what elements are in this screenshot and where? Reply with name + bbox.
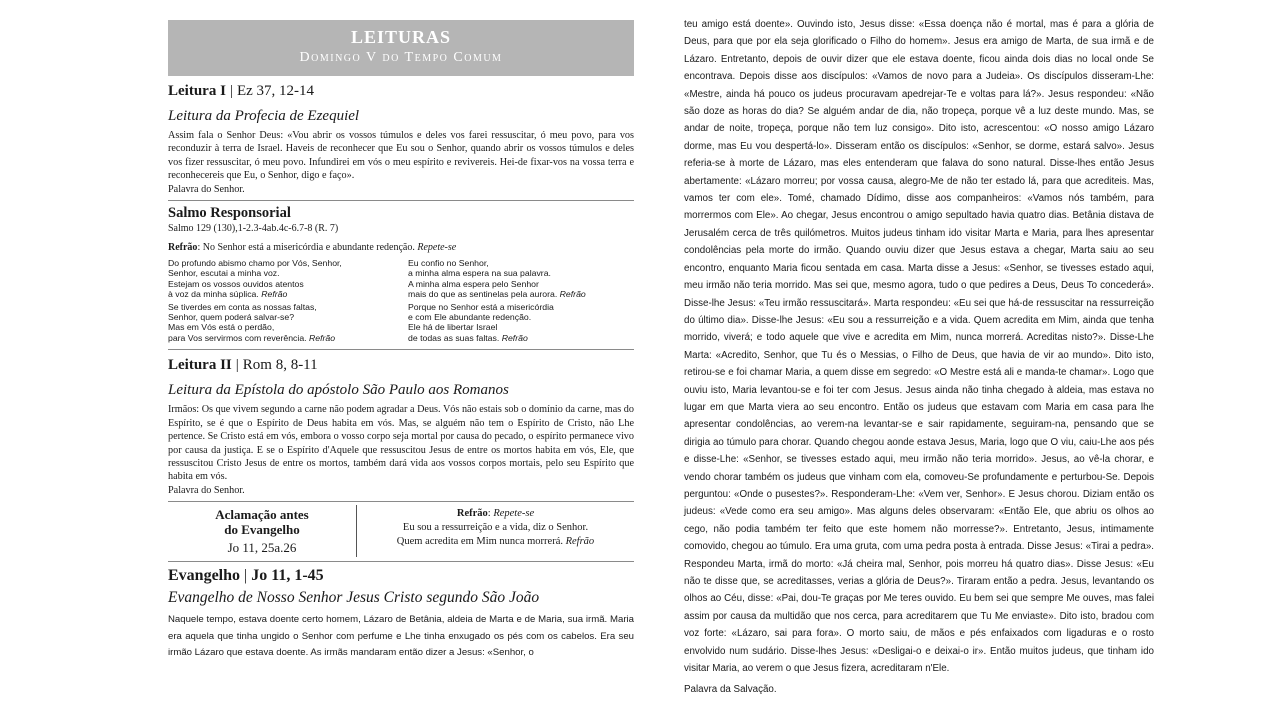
acclamation-line-1: Eu sou a ressurreição e a vida, diz o Senhor. (402, 522, 589, 534)
acclamation-line-2-with-refrain (357, 535, 634, 549)
psalm-refrain-text: : No Senhor está a misericórdia e abundante redenção. (197, 242, 415, 254)
reading1-label: Leitura I (168, 83, 226, 99)
refrain-marker: Refrão (309, 332, 336, 343)
gospel-heading: Evangelho | Jo 11, 1-45 (168, 567, 324, 585)
divider (168, 561, 634, 562)
psalm-stanzas (168, 258, 634, 345)
psalm-stanza (168, 302, 394, 344)
reading2-label: Leitura II (168, 357, 232, 374)
psalm-line: Senhor, escutai a minha voz. (168, 268, 280, 279)
reading1-subtitle: Leitura da Profecia de Ezequiel (168, 108, 360, 124)
psalm-line: para Vos servirmos com reverência. (168, 332, 307, 343)
gospel-ref: Jo 11, 1-45 (251, 567, 324, 585)
psalm-line-with-refrain (168, 333, 394, 343)
psalm-stanza (168, 258, 394, 300)
psalm-ref: Salmo 129 (130),1-2.3-4ab.4c-6.7-8 (R. 7) (168, 223, 339, 235)
psalm-line: a minha alma espera na sua palavra. (408, 268, 551, 279)
psalm-line-with-refrain (408, 289, 634, 299)
psalm-refrain-label: Refrão (168, 242, 198, 254)
refrain-marker: Refrão (559, 289, 586, 300)
acclamation-repeat: Repete-se (493, 508, 535, 520)
acclamation-line-2: Quem acredita em Mim nunca morrerá. (396, 536, 563, 548)
psalm-stanza (408, 302, 634, 344)
acclamation-title-1: Aclamação antes (215, 507, 309, 523)
reading2-text: Irmãos: Os que vivem segundo a carne não podem agradar a Deus. Vós não estais sob o domínio da carne, mas do Espírito, se é que o Espírito de Deus habita em vós. Mas, se alguém não tem o Espírito de Cristo, não Lhe pertence. Se Cristo está em vós, embora o vosso corpo seja mortal por causa do pecado, o espírito permanece vivo por causa da justiça. E se o Espírito d'Aquele que ressuscitou Jesus de entre os mortos habita em vós, Ele, que ressuscitou Cristo Jesus de entre os mortos, também dará vida aos vossos corpos mortais, pelo seu Espírito que habita em vós. (168, 404, 634, 483)
reading1-closing: Palavra do Senhor. (168, 183, 245, 195)
psalm-line: de todas as suas faltas. (408, 332, 500, 343)
gospel-closing: Palavra da Salvação. (684, 684, 777, 696)
psalm-line: Mas em Vós está o perdão, (168, 322, 275, 333)
psalm-line-with-refrain (168, 289, 394, 299)
divider (168, 349, 634, 350)
psalm-line: Se tiverdes em conta as nossas faltas, (168, 301, 317, 312)
reading2-ref: Rom 8, 8-11 (242, 357, 318, 374)
header-subtitle: Domingo V do Tempo Comum (299, 50, 503, 65)
reading2-heading: Leitura II | Rom 8, 8-11 (168, 357, 318, 374)
acclamation-refrain: Refrão: Repete-se (456, 508, 535, 520)
refrain-marker: Refrão (261, 289, 288, 300)
psalm-line: mais do que as sentinelas pela aurora. (408, 289, 558, 300)
acclamation-title-block (168, 505, 357, 557)
gospel-text-left: Naquele tempo, estava doente certo homem, Lázaro de Betânia, aldeia de Marta e de Maria, sua irmã. Maria era aquela que tinha ungido o Senhor com perfume e Lhe tinha enxugado os pés com os cabelos. Era seu irmão Lázaro que estava doente. As irmãs mandaram então dizer a Jesus: «Senhor, o (168, 614, 634, 659)
reading2-closing: Palavra do Senhor. (168, 484, 245, 496)
gospel-label: Evangelho (168, 567, 241, 585)
psalm-column-1 (168, 258, 394, 345)
right-column (684, 16, 1154, 699)
acclamation-title-2: do Evangelho (224, 522, 300, 538)
psalm-line: à voz da minha súplica. (168, 289, 259, 300)
psalm-line: Do profundo abismo chamo por Vós, Senhor, (168, 258, 342, 269)
reading1-text: Assim fala o Senhor Deus: «Vou abrir os vossos túmulos e deles vos farei ressuscitar, ó meu povo, para vos reconduzir à terra de Israel. Haveis de reconhecer que Eu sou o Senhor, quando abrir os vossos túmulos e deles vos fizer ressuscitar, ó meu povo. Infundirei em vós o meu espírito e revivereis. Hei-de fixar-vos na vossa terra e reconhecereis que Eu, o Senhor, digo e faço». (168, 130, 634, 182)
acclamation-refrain-label: Refrão (456, 508, 488, 520)
acclamation-block (168, 505, 634, 557)
gospel-subtitle: Evangelho de Nosso Senhor Jesus Cristo segundo São João (168, 589, 540, 607)
divider (168, 200, 634, 201)
readings-header (168, 20, 634, 76)
refrain-marker: Refrão (565, 536, 595, 548)
left-column (168, 20, 634, 662)
gospel-text-right: teu amigo está doente». Ouvindo isto, Jesus disse: «Essa doença não é mortal, mas é para a glória de Deus, para que por ela seja glorificado o Filho do homem». Jesus era amigo de Marta, de sua irmã e de Lázaro. Entretanto, depois de ouvir dizer que ele estava doente, ficou ainda dois dias no local onde Se encontrava. Depois disse aos discípulos: «Vamos de novo para a Judeia». Os discípulos disseram-Lhe: «Mestre, ainda há pouco os judeus procuravam apedrejar-Te e voltas para lá?». Jesus respondeu: «Não são doze as horas do dia? Se alguém andar de dia, não tropeça, porque vê a luz deste mundo. Mas, se andar de noite, tropeça, porque não tem luz consigo». Dito isto, acrescentou: «O nosso amigo Lázaro dorme, mas Eu vou despertá-lo». Disseram então os discípulos: «Senhor, se dorme, estará salvo». Jesus referia-se à morte de Lázaro, mas eles entenderam que falava do sono natural. Disse-lhes então Jesus abertamente: «Lázaro morreu; por vossa causa, alegro-Me de não ter estado lá, para que acrediteis. Mas, vamos ter com ele». Tomé, chamado Dídimo, disse aos companheiros: «Vamos nós também, para morrermos com Ele». Ao chegar, Jesus encontrou o amigo sepultado havia quatro dias. Betânia distava de Jerusalém cerca de três quilómetros. Muitos judeus tinham ido visitar Marta e Maria, para lhes apresentar condolências pela morte do irmão. Quando ouviu dizer que Jesus estava a chegar, Marta saiu ao seu encontro, enquanto Maria ficou sentada em casa. Marta disse a Jesus: «Senhor, se tivesses estado aqui, meu irmão não teria morrido. Mas sei que, mesmo agora, tudo o que pedires a Deus, Deus To concederá». Disse-lhe Jesus: «Teu irmão ressuscitará». Marta respondeu: «Eu sei que há-de ressuscitar na ressurreição do último dia». Disse-lhe Jesus: «Eu sou a ressurreição e a vida. Quem acredita em Mim, ainda que tenha morrido, viverá; e todo aquele que vive e acredita em Mim, nunca morrerá. Acreditas nisto?». Disse-Lhe Marta: «Acredito, Senhor, que Tu és o Messias, o Filho de Deus, que havia de vir ao mundo». Dito isto, retirou-se e foi chamar Maria, a quem disse em segredo: «O Mestre está ali e manda-te chamar». Logo que ouviu isto, Maria levantou-se e foi ter com Jesus. Jesus ainda não tinha chegado à aldeia, mas estava no lugar em que Marta viera ao seu encontro. Então os judeus que estavam com Maria em casa para lhe apresentar condolências, ao verem-na levantar-se e sair rapidamente, seguiram-na, pensando que se dirigia ao túmulo para chorar. Quando chegou aonde estava Jesus, Maria, logo que O viu, caiu-Lhe aos pés e disse-Lhe: «Senhor, se tivesses estado aqui, meu irmão não teria morrido». Jesus, ao vê-la chorar, e vendo chorar também os judeus que vinham com ela, comoveu-Se profundamente e perturbou-Se. Depois perguntou: «Onde o pusestes?». Responderam-Lhe: «Vem ver, Senhor». E Jesus chorou. Diziam então os judeus: «Vede como era seu amigo». Mas alguns deles observaram: «Então Ele, que abriu os olhos ao cego, não podia também ter feito que este homem não morresse?». Entretanto, Jesus, intimamente comovido, chegou ao túmulo. Era uma gruta, com uma pedra posta à entrada. Disse Jesus: «Tirai a pedra». Respondeu Marta, irmã do morto: «Já cheira mal, Senhor, pois morreu há quatro dias». Disse Jesus: «Eu não te disse que, se acreditasses, verias a glória de Deus?». Tiraram então a pedra. Jesus, levantando os olhos ao Céu, disse: «Pai, dou-Te graças por Me teres ouvido. Eu bem sei que sempre Me ouves, mas falei assim por causa da multidão que nos cerca, para acreditarem que Tu Me enviaste». Dito isto, bradou com voz forte: «Lázaro, sai para fora». O morto saiu, de mãos e pés enfaixados com ligaduras e o rosto envolvido num sudário. Disse-lhes Jesus: «Desligai-o e deixai-o ir». Então muitos judeus, que tinham ido visitar Maria, ao verem o que Jesus fizera, acreditaram n'Ele. (684, 19, 1154, 675)
acclamation-text-block (357, 505, 634, 557)
psalm-line: Senhor, quem poderá salvar-se? (168, 312, 295, 323)
refrain-marker: Refrão (501, 332, 528, 343)
psalm-refrain (168, 241, 634, 254)
psalm-line: Eu confio no Senhor, (408, 258, 489, 269)
psalm-stanza (408, 258, 634, 300)
reading2-subtitle: Leitura da Epístola do apóstolo São Paulo aos Romanos (168, 382, 509, 399)
psalm-column-2 (408, 258, 634, 345)
divider (168, 501, 634, 502)
psalm-line-with-refrain (408, 333, 634, 343)
reading1-heading: Leitura I | Ez 37, 12-14 (168, 83, 315, 99)
acclamation-ref: Jo 11, 25a.26 (227, 540, 297, 556)
psalm-line: Porque no Senhor está a misericórdia (408, 301, 554, 312)
psalm-line: Ele há de libertar Israel (408, 322, 498, 333)
header-title: LEITURAS (350, 27, 452, 47)
psalm-line: e com Ele abundante redenção. (408, 312, 532, 323)
psalm-line: A minha alma espera pelo Senhor (408, 278, 539, 289)
reading1-ref: Ez 37, 12-14 (236, 83, 315, 99)
psalm-repeat: Repete-se (417, 242, 457, 254)
psalm-line: Estejam os vossos ouvidos atentos (168, 278, 304, 289)
psalm-title: Salmo Responsorial (168, 205, 291, 222)
